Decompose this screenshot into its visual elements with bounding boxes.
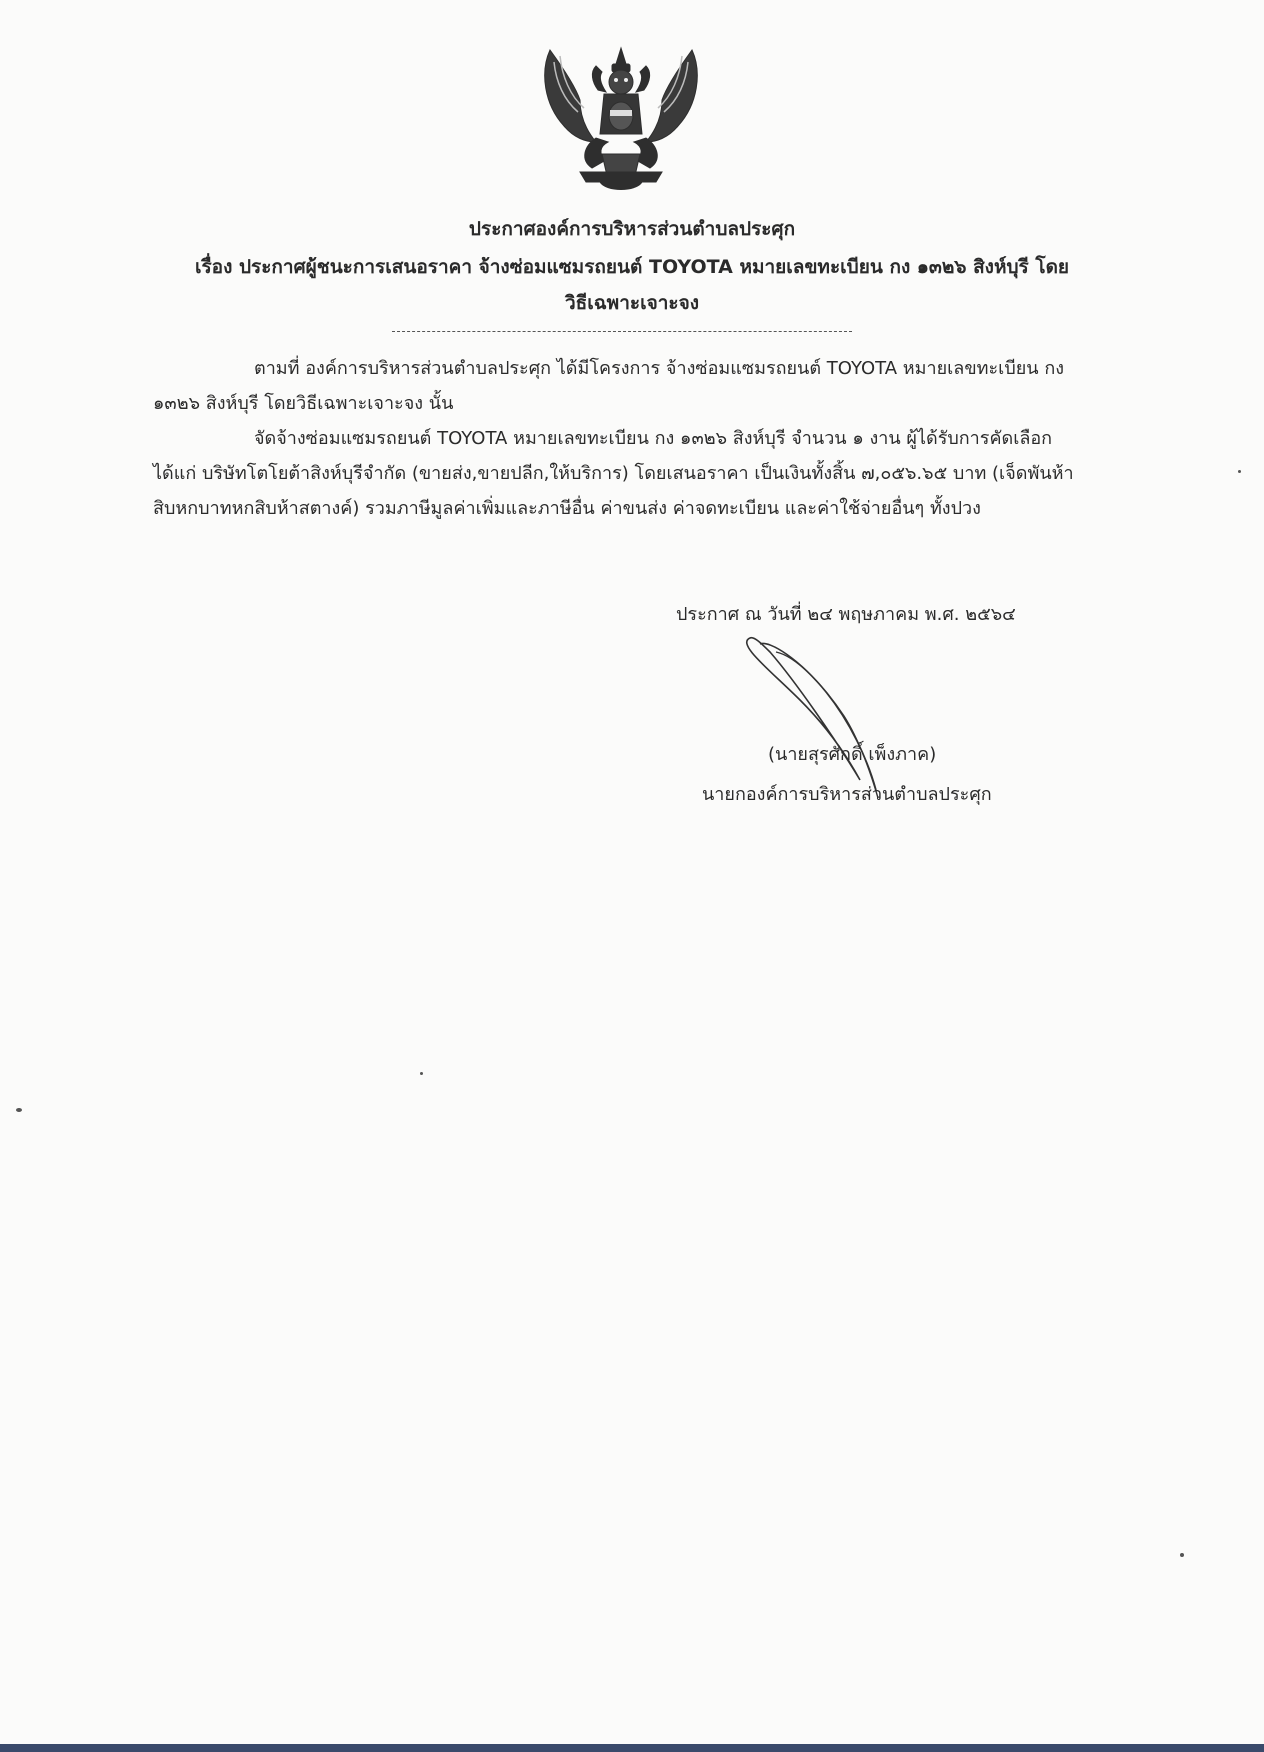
garuda-emblem-icon <box>540 42 702 194</box>
signer-name: (นายสุรศักดิ์ เพ็งภาค) <box>768 744 937 765</box>
body-paragraph-2: จัดจ้างซ่อมแซมรถยนต์ TOYOTA หมายเลขทะเบียน กง ๑๓๒๖ สิงห์บุรี จำนวน ๑ งาน ผู้ได้รับการคัดเลือก ได้แก่ บริษัทโตโยต้าสิงห์บุรีจำกัด (ขายส่ง,ขายปลีก,ให้บริการ) โดยเสนอราคา เป็นเงินทั้งสิ้น ๗,๐๕๖.๖๕ บาท (เจ็ดพันห้าสิบหกบาทหกสิบห้าสตางค์) รวมภาษีมูลค่าเพิ่มและภาษีอื่น ค่าขนส่ง ค่าจดทะเบียน และค่าใช้จ่ายอื่นๆ ทั้งปวง <box>153 428 1074 519</box>
body-paragraph-1: ตามที่ องค์การบริหารส่วนตำบลประศุก ได้มีโครงการ จ้างซ่อมแซมรถยนต์ TOYOTA หมายเลขทะเบียน กง ๑๓๒๖ สิงห์บุรี โดยวิธีเฉพาะเจาะจง นั้น <box>153 358 1065 414</box>
scan-speck <box>1180 1553 1184 1557</box>
announcement-date: ประกาศ ณ วันที่ ๒๔ พฤษภาคม พ.ศ. ๒๕๖๔ <box>676 604 1016 625</box>
scan-edge <box>0 1744 1264 1752</box>
announcement-issuer: ประกาศองค์การบริหารส่วนตำบลประศุก <box>468 218 796 240</box>
announcement-subject-method: วิธีเฉพาะเจาะจง <box>564 292 699 314</box>
scan-speck <box>16 1108 22 1112</box>
announcement-subject: เรื่อง ประกาศผู้ชนะการเสนอราคา จ้างซ่อมแซมรถยนต์ TOYOTA หมายเลขทะเบียน กง ๑๓๒๖ สิงห์บุรี โดย <box>194 256 1070 278</box>
scan-speck <box>420 1072 423 1075</box>
signer-title: นายกองค์การบริหารส่วนตำบลประศุก <box>702 784 992 805</box>
scan-speck <box>1238 470 1241 473</box>
divider <box>392 331 852 332</box>
